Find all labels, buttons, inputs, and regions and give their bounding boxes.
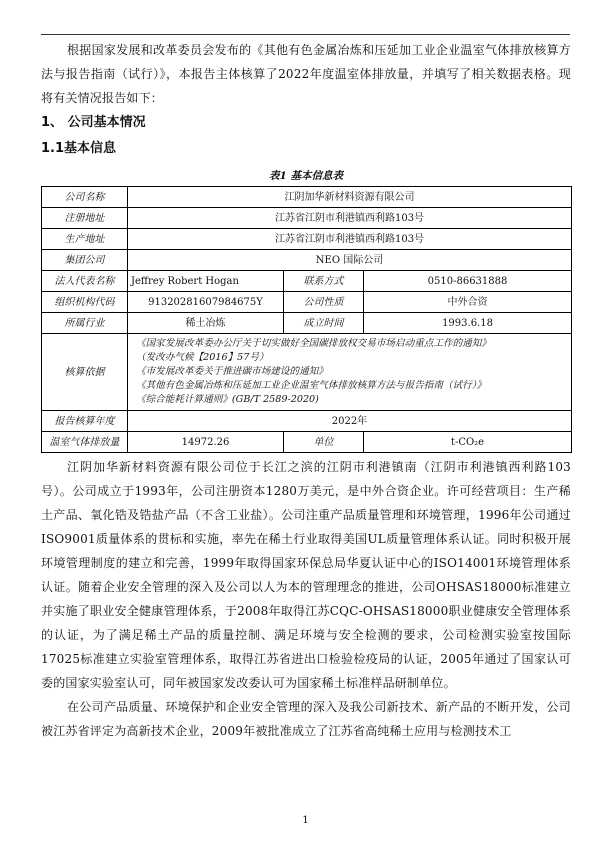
accounting-basis-value <box>128 334 572 411</box>
emissions-label: 温室气体排放量 <box>42 432 128 453</box>
basis-line: 《市发展改革委关于推进碳市场建设的通知》 <box>136 366 328 377</box>
unit-value: t-CO₂e <box>364 432 572 453</box>
section-heading-basic-info: 1.1基本信息 <box>41 141 117 156</box>
company-nature-value: 中外合资 <box>364 292 572 313</box>
basis-line: （发改办气候【2016】57号） <box>136 352 269 363</box>
production-address-value: 江苏省江阴市利港镇西利路103号 <box>128 229 572 250</box>
table-row <box>42 208 572 229</box>
contact-value: 0510-86631888 <box>364 271 572 292</box>
contact-label: 联系方式 <box>284 271 364 292</box>
table-caption: 表1 基本信息表 <box>269 170 343 182</box>
group-company-label: 集团公司 <box>42 250 128 271</box>
industry-label: 所属行业 <box>42 313 128 334</box>
page-number: 1 <box>302 815 309 826</box>
table-row <box>42 334 572 411</box>
table-row <box>42 229 572 250</box>
basic-info-table <box>41 186 572 453</box>
company-profile-paragraph: 江阴加华新材料资源有限公司位于长江之滨的江阴市利港镇南（江阴市利港镇西利路103号）。公司成立于1993年，公司注册资本1280万美元，是中外合资企业。许可经营项目：生产稀土产品、氧化锆及锆盐产品（不含工业盐）。公司注重产品质量管理和环境管理，1996年公司通过ISO9001质量体系的贯标和实施，率先在稀土行业取得美国UL质量管理体系认证。同时积极开展环境管理制度的建立和完善，1999年取得国家环保总局华夏认证中心的ISO14001环境管理体系认证。随着企业安全管理的深入及公司以人为本的管理理念的推进，公司OHSAS18000标准建立并实施了职业安全健康管理体系，于2008年取得江苏CQC-OHSAS18000职业健康安全管理体系的认证，为了满足稀土产品的质量控制、满足环境与安全检测的要求，公司检测实验室按国际17025标准建立实验室管理体系，取得江苏省进出口检验检疫局的认证，2005年通过了国家认可委的国家实验室认可，同年被国家发改委认可为国家稀土标准样品研制单位。 <box>41 460 571 690</box>
table-row <box>42 187 572 208</box>
legal-rep-value: Jeffrey Robert Hogan <box>128 271 284 292</box>
section-heading-company-info: 1、 公司基本情况 <box>41 115 146 130</box>
industry-value: 稀土冶炼 <box>128 313 284 334</box>
report-year-value: 2022年 <box>128 411 572 432</box>
org-code-value: 91320281607984675Y <box>128 292 284 313</box>
founded-label: 成立时间 <box>284 313 364 334</box>
document-body <box>41 38 571 743</box>
basis-line: 《综合能耗计算通则》(GB/T 2589-2020) <box>136 394 319 405</box>
legal-rep-label: 法人代表名称 <box>42 271 128 292</box>
group-company-value: NEO 国际公司 <box>128 250 572 271</box>
report-year-label: 报告核算年度 <box>42 411 128 432</box>
intro-paragraph: 根据国家发展和改革委员会发布的《其他有色金属冶炼和压延加工业企业温室气体排放核算方法与报告指南（试行）》，本报告主体核算了2022年度温室体排放量，并填写了相关数据表格。现将有关情况报告如下： <box>41 43 571 105</box>
org-code-label: 组织机构代码 <box>42 292 128 313</box>
company-name-value: 江阴加华新材料资源有限公司 <box>128 187 572 208</box>
basis-line: 《其他有色金属冶炼和压延加工业企业温室气体排放核算方法与报告指南（试行）》 <box>136 380 487 391</box>
accounting-basis-label: 核算依据 <box>42 334 128 411</box>
header-rule <box>41 34 570 35</box>
registered-address-label: 注册地址 <box>42 208 128 229</box>
production-address-label: 生产地址 <box>42 229 128 250</box>
company-nature-label: 公司性质 <box>284 292 364 313</box>
table-row <box>42 432 572 453</box>
emissions-value: 14972.26 <box>128 432 284 453</box>
basis-line: 《国家发展改革委办公厅关于切实做好全国碳排放权交易市场启动重点工作的通知》 <box>136 338 491 349</box>
table-row <box>42 250 572 271</box>
table-row <box>42 411 572 432</box>
registered-address-value: 江苏省江阴市利港镇西利路103号 <box>128 208 572 229</box>
table-row <box>42 292 572 313</box>
table-row <box>42 271 572 292</box>
unit-label: 单位 <box>284 432 364 453</box>
development-paragraph: 在公司产品质量、环境保护和企业安全管理的深入及我公司新技术、新产品的不断开发，公司被江苏省评定为高新技术企业，2009年被批准成立了江苏省高纯稀土应用与检测技术工 <box>41 700 571 738</box>
table-row <box>42 313 572 334</box>
founded-value: 1993.6.18 <box>364 313 572 334</box>
company-name-label: 公司名称 <box>42 187 128 208</box>
